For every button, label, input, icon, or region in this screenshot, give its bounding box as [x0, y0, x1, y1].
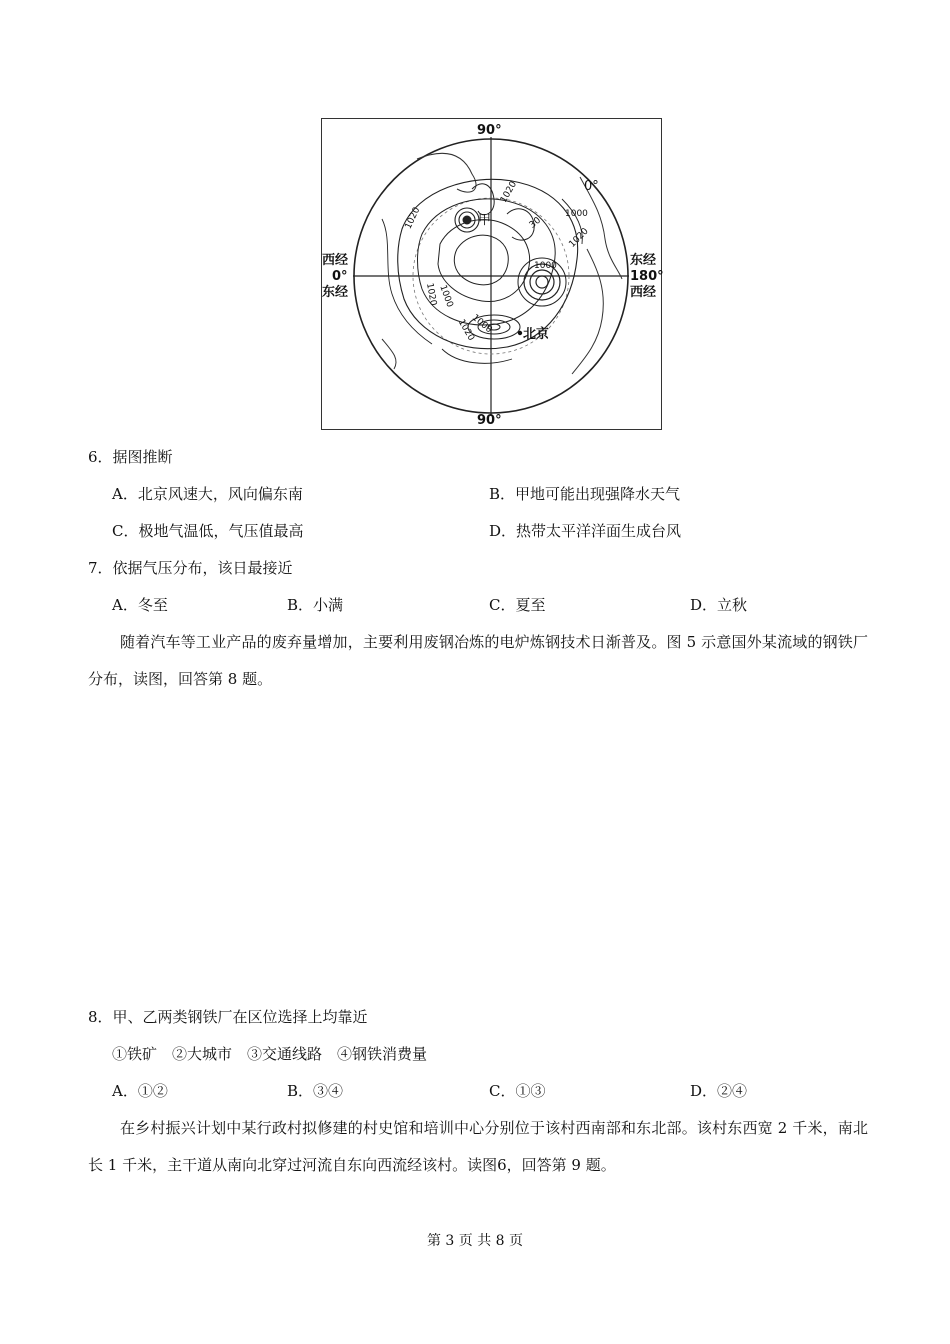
isobar-label: 1020: [498, 179, 520, 205]
label-bottom-90: 90°: [477, 413, 502, 428]
question-6-stem: 6．据图推断: [88, 448, 173, 466]
page-footer: 第 3 页 共 8 页: [426, 1233, 524, 1249]
label-beijing: 北京: [523, 327, 550, 342]
label-left-east: 东经: [322, 285, 349, 300]
isobar-label: 1020: [455, 317, 476, 343]
isobar-label: 1000: [437, 283, 455, 309]
label-jia: 甲: [478, 213, 492, 228]
label-zero-degree: 0°: [584, 179, 599, 194]
isobar-label: 1020: [424, 282, 438, 307]
label-left-0: 0°: [332, 269, 348, 284]
question-8-option-d: D．②④: [690, 1082, 748, 1100]
isobar-map-figure: [321, 118, 662, 430]
label-right-180: 180°: [630, 269, 664, 284]
beijing-dot: [518, 331, 522, 335]
question-7-option-c: C．夏至: [489, 596, 546, 614]
label-right-west: 西经: [630, 285, 657, 300]
isobar-label: 1000: [565, 209, 588, 219]
question-8-option-a: A．①②: [112, 1082, 168, 1100]
question-8-option-c: C．①③: [489, 1082, 546, 1100]
question-9-intro: 在乡村振兴计划中某行政村拟修建的村史馆和培训中心分别位于该村西南部和东北部。该村东西宽 2 千米，南北长 1 千米，主干道从南向北穿过河流自东向西流经该村。读图6，回答第 9 题。: [88, 1119, 868, 1174]
isobar-label: 1020: [403, 205, 423, 231]
question-6-option-b: B．甲地可能出现强降水天气: [489, 485, 681, 503]
question-6-option-a: A．北京风速大，风向偏东南: [112, 485, 303, 503]
label-right-east: 东经: [630, 253, 657, 268]
isobar-label: 1000: [469, 312, 494, 336]
isobar-label: 30: [527, 215, 544, 231]
question-7-option-a: A．冬至: [112, 596, 168, 614]
question-8-stem: 8．甲、乙两类钢铁厂在区位选择上均靠近: [88, 1008, 368, 1026]
question-7-stem: 7．依据气压分布，该日最接近: [88, 559, 293, 577]
question-7-option-d: D．立秋: [690, 596, 748, 614]
label-top-90: 90°: [477, 123, 502, 138]
question-6-option-d: D．热带太平洋洋面生成台风: [489, 522, 682, 540]
question-7-option-b: B．小满: [287, 596, 344, 614]
isobar-label: 1000: [534, 261, 557, 271]
question-8-intro: 随着汽车等工业产品的废弃量增加，主要利用废钢冶炼的电炉炼钢技术日渐普及。图 5 示意国外某流域的钢铁厂分布，读图，回答第 8 题。: [88, 633, 868, 688]
isobar-map-drawing: [322, 119, 663, 431]
label-left-west: 西经: [322, 253, 349, 268]
question-8-option-b: B．③④: [287, 1082, 344, 1100]
question-6-option-c: C．极地气温低，气压值最高: [112, 522, 304, 540]
question-8-choices: ①铁矿 ②大城市 ③交通线路 ④钢铁消费量: [112, 1045, 428, 1063]
isobar-label: 1020: [567, 226, 591, 250]
